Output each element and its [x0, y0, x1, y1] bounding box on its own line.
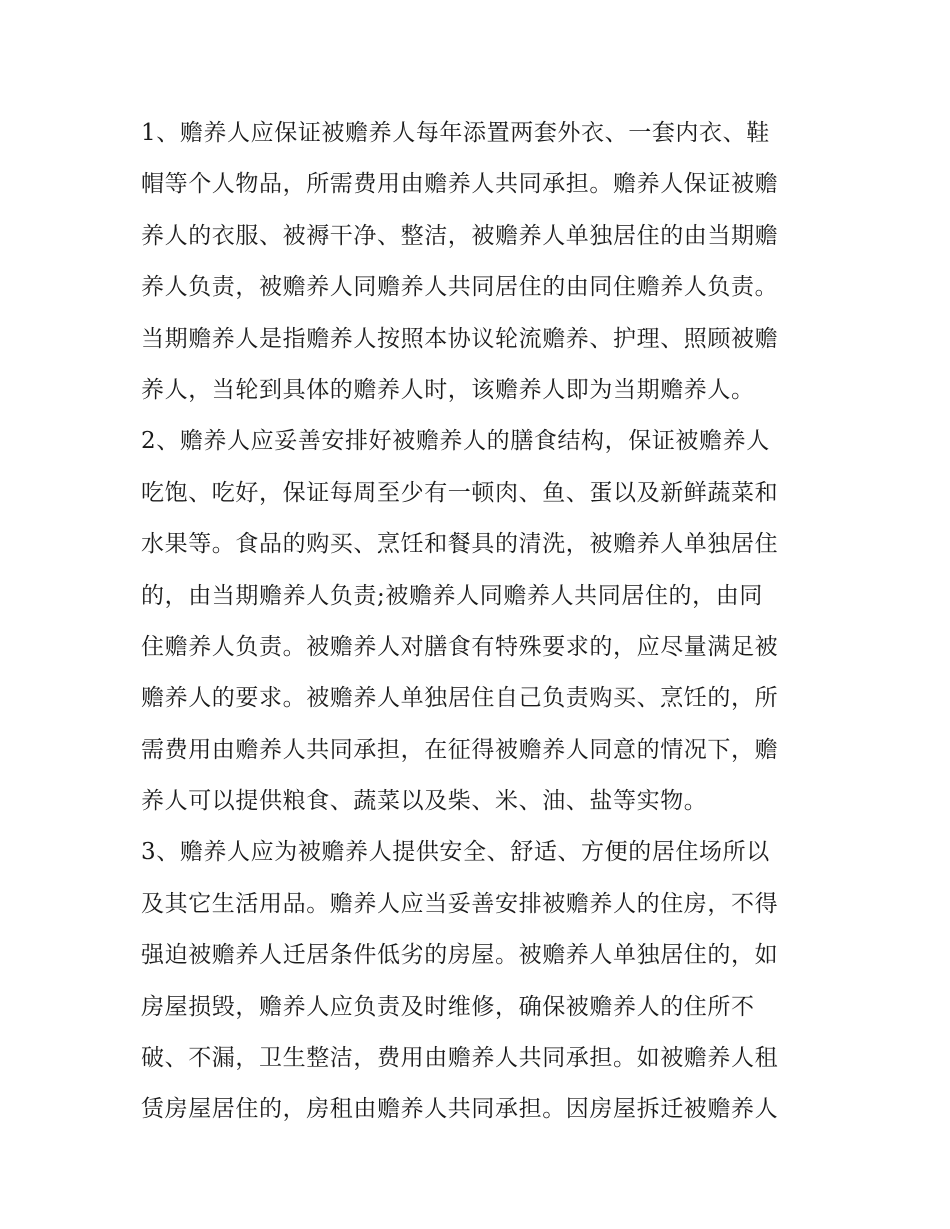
text-line: 养人负责，被赡养人同赡养人共同居住的由同住赡养人负责。 [141, 274, 779, 301]
text-line: 水果等。食品的购买、烹饪和餐具的清洗，被赡养人单独居住 [141, 531, 779, 558]
text-line: 养人可以提供粮食、蔬菜以及柴、米、油、盐等实物。 [141, 788, 708, 815]
text-line: 吃饱、吃好，保证每周至少有一顿肉、鱼、蛋以及新鲜蔬菜和 [141, 479, 779, 506]
text-line: 1、赡养人应保证被赡养人每年添置两套外衣、一套内衣、鞋 [141, 120, 770, 146]
text-line: 赡养人的要求。被赡养人单独居住自己负责购买、烹饪的，所 [141, 685, 779, 712]
text-line: 住赡养人负责。被赡养人对膳食有特殊要求的，应尽量满足被 [141, 633, 779, 660]
text-line: 帽等个人物品，所需费用由赡养人共同承担。赡养人保证被赡 [141, 171, 779, 198]
text-line: 房屋损毁，赡养人应负责及时维修，确保被赡养人的住所不 [141, 993, 755, 1020]
document-body [141, 108, 821, 1136]
text-line: 赁房屋居住的，房租由赡养人共同承担。因房屋拆迁被赡养人 [141, 1096, 779, 1123]
text-line: 2、赡养人应妥善安排好被赡养人的膳食结构，保证被赡养人 [141, 428, 770, 455]
text-line: 养人的衣服、被褥干净、整洁，被赡养人单独居住的由当期赡 [141, 222, 779, 249]
text-line: 破、不漏，卫生整洁，费用由赡养人共同承担。如被赡养人租 [141, 1045, 779, 1072]
text-line: 养人，当轮到具体的赡养人时，该赡养人即为当期赡养人。 [141, 376, 755, 403]
text-line: 及其它生活用品。赡养人应当妥善安排被赡养人的住房，不得 [141, 890, 779, 917]
text-line: 3、赡养人应为被赡养人提供安全、舒适、方便的居住场所以 [141, 839, 770, 866]
text-line: 强迫被赡养人迁居条件低劣的房屋。被赡养人单独居住的，如 [141, 942, 779, 969]
text-line: 的，由当期赡养人负责;被赡养人同赡养人共同居住的，由同 [141, 582, 763, 609]
text-line: 当期赡养人是指赡养人按照本协议轮流赡养、护理、照顾被赡 [141, 325, 779, 352]
text-line: 需费用由赡养人共同承担，在征得被赡养人同意的情况下，赡 [141, 736, 779, 763]
